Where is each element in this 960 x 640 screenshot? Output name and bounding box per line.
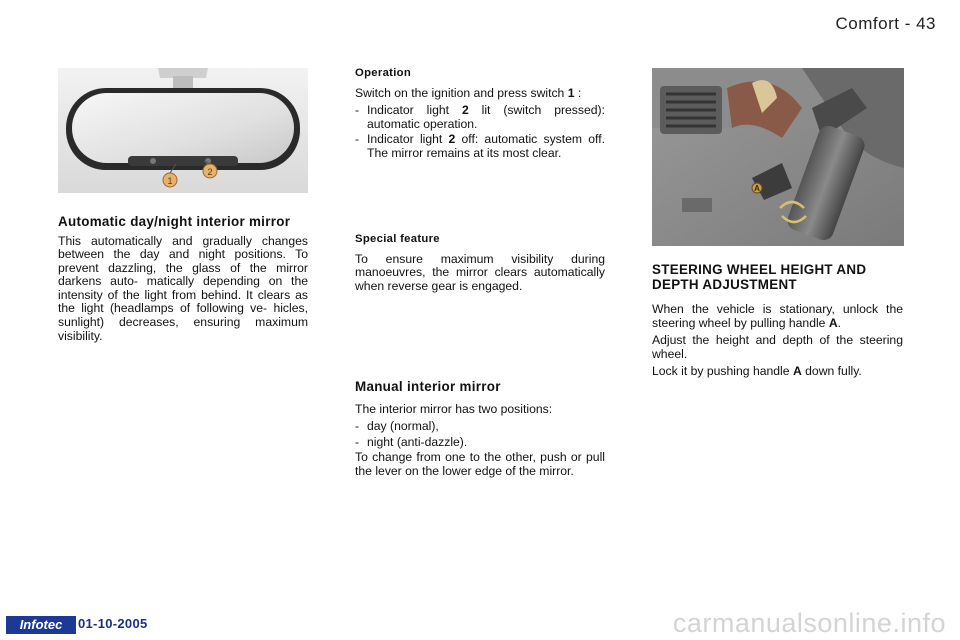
section-title-steering-adjustment: STEERING WHEEL HEIGHT AND DEPTH ADJUSTMENT bbox=[652, 262, 867, 292]
operation-text: Switch on the ignition and press switch 1 : bbox=[355, 85, 582, 100]
special-feature-block bbox=[355, 233, 605, 297]
infotec-logo: Infotec bbox=[6, 616, 76, 634]
list-item: - Indicator light 2 off: automatic system off. The mirror remains at its most clear. bbox=[355, 133, 605, 160]
callout-1-label: 1 bbox=[167, 176, 173, 186]
section-title-automatic-mirror: Automatic day/night interior mirror bbox=[58, 214, 291, 229]
footer-date: 01-10-2005 bbox=[78, 616, 148, 631]
steering-column-drawing bbox=[652, 68, 904, 246]
special-feature-title: Special feature bbox=[355, 233, 440, 245]
mirror-illustration bbox=[58, 68, 308, 193]
right-column bbox=[652, 263, 903, 383]
list-item: - day (normal), bbox=[355, 420, 605, 434]
operation-title: Operation bbox=[355, 67, 412, 79]
special-feature-text: To ensure maximum visibility during manoeuvres, the mirror clears automatically when reverse gear is engaged. bbox=[355, 251, 605, 293]
watermark: carmanualsonline.info bbox=[672, 608, 946, 638]
callout-a-label: A bbox=[754, 184, 760, 193]
positions-list bbox=[355, 420, 605, 449]
steering-lock-text: Lock it by pushing handle A down fully. bbox=[652, 364, 862, 379]
list-item: - night (anti-dazzle). bbox=[355, 436, 605, 450]
callout-2-label: 2 bbox=[207, 167, 213, 177]
steering-unlock-text: When the vehicle is stationary, unlock the steering wheel by pulling handle A. bbox=[652, 302, 903, 330]
automatic-mirror-body: This automatically and gradually changes between the day and night positions. To prevent dazzling, the glass of the mirror darkens auto- matically depending on the intensity of the light from behind. It clears as the light (headlamps of following ve- hicles, sunlight) decreases, ensuring maximum visibility. bbox=[58, 233, 308, 343]
steering-column-illustration bbox=[652, 68, 904, 246]
middle-column bbox=[355, 67, 605, 163]
steering-adjust-text: Adjust the height and depth of the steering wheel. bbox=[652, 333, 903, 361]
section-title-manual-mirror: Manual interior mirror bbox=[355, 379, 501, 394]
list-item: - Indicator light 2 lit (switch pressed): automatic operation. bbox=[355, 104, 605, 131]
manual-mirror-intro: The interior mirror has two positions: bbox=[355, 401, 553, 416]
indicator-list bbox=[355, 104, 605, 160]
left-column bbox=[58, 215, 308, 347]
page-header: Comfort - 43 bbox=[835, 14, 936, 33]
mirror-drawing bbox=[58, 68, 308, 193]
manual-mirror-text: To change from one to the other, push or pull the lever on the lower edge of the mirror. bbox=[355, 450, 605, 478]
manual-mirror-block bbox=[355, 380, 605, 482]
